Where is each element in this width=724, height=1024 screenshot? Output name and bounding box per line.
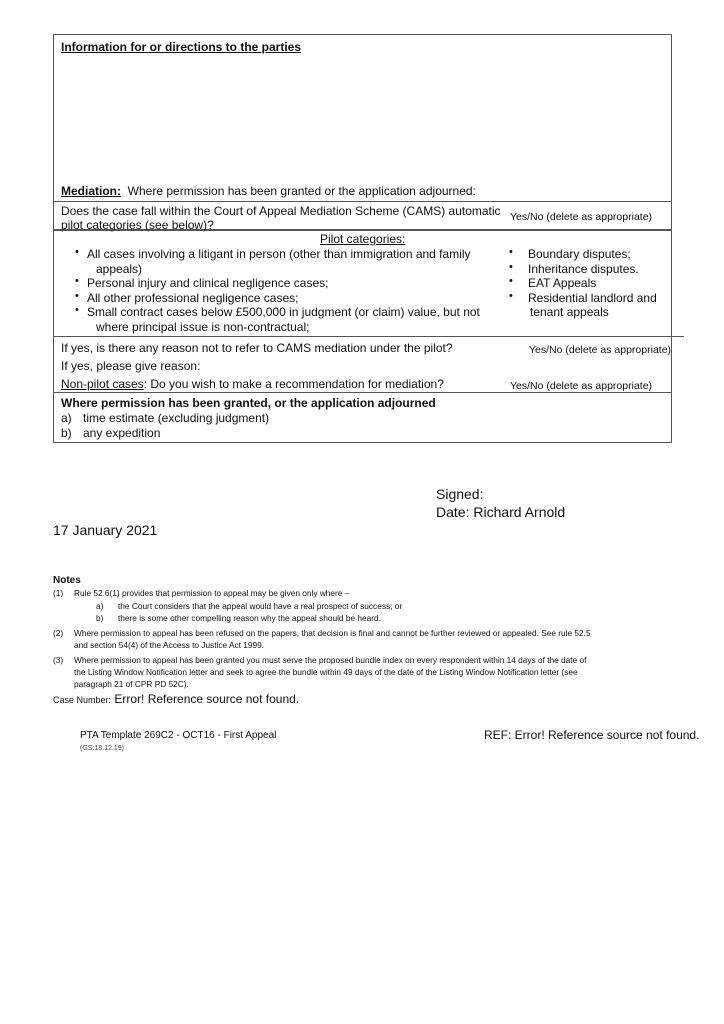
divider [672,336,684,337]
cams-question-line2: pilot categories (see below)? [61,218,214,232]
note-marker: b) [96,613,104,623]
case-number-value: Error! Reference source not found. [114,692,300,706]
pilot-right-item: EAT Appeals [528,276,597,290]
cams-questions-box [53,337,672,443]
non-pilot-answer: Yes/No (delete as appropriate) [510,380,653,392]
bullet-icon: • [509,246,513,258]
pilot-right-item: Inheritance disputes. [528,262,639,276]
notes-heading: Notes [53,575,81,586]
mediation-text: Where permission has been granted or the application adjourned: [127,184,476,198]
non-pilot-question [61,377,444,391]
case-number-label: Case Number: [53,695,112,705]
pilot-right-item: tenant appeals [530,305,609,319]
permission-item: time estimate (excluding judgment) [83,411,270,425]
template-code: (GS:18.12.19) [80,745,124,752]
pilot-left-item: All other professional negligence cases; [87,291,299,305]
cams-question-line1: Does the case fall within the Court of Appeal Mediation Scheme (CAMS) automatic [61,204,501,218]
bullet-icon: • [75,246,79,258]
reference: REF: Error! Reference source not found. [484,728,700,742]
note-marker: (1) [53,588,64,598]
note-text: the Court considers that the appeal would have a real prospect of success; or [118,601,403,611]
bullet-icon: • [509,275,513,287]
note-marker: (2) [53,628,64,638]
pilot-right-item: Residential landlord and [528,291,657,305]
note-text: Where permission to appeal has been refused on the papers, that decision is final and cannot be further reviewed or appealed. See rule 52.5 [74,628,591,638]
note-text: Where permission to appeal has been granted you must serve the proposed bundle index on every respondent within 14 days of the date of [74,655,587,665]
pilot-categories-box [53,230,672,337]
bullet-icon: • [75,304,79,316]
note-text: paragraph 21 of CPR PD 52C). [74,679,189,689]
divider [54,392,671,393]
note-text: the Listing Window Notification letter and seek to agree the bundle within 49 days of the date of the Listing Window Notification letter (see [74,667,578,677]
divider [54,201,671,202]
information-heading: Information for or directions to the parties [61,40,302,54]
mediation-line [61,184,476,198]
permission-item-marker: b) [61,426,72,440]
information-box [53,34,672,230]
note-marker: a) [96,601,104,611]
mediation-label: Mediation: [61,184,121,198]
cams-question-refer: If yes, is there any reason not to refer to CAMS mediation under the pilot? [61,341,453,355]
pilot-left-item: appeals) [96,262,143,276]
note-text: and section 54(4) of the Access to Justice Act 1999. [74,640,265,650]
pilot-left-item: where principal issue is non-contractual; [96,320,310,334]
permission-item: any expedition [83,426,161,440]
bullet-icon: • [509,261,513,273]
note-marker: (3) [53,655,64,665]
cams-answer-refer: Yes/No (delete as appropriate) [529,344,672,356]
cams-answer: Yes/No (delete as appropriate) [510,211,653,223]
bullet-icon: • [75,290,79,302]
template-name: PTA Template 269C2 - OCT16 - First Appeal [80,730,277,741]
signed-label: Signed: [436,486,484,502]
note-text: there is some other compelling reason why the appeal should be heard. [118,613,381,623]
bullet-icon: • [75,275,79,287]
non-pilot-text: : Do you wish to make a recommendation for mediation? [143,377,444,391]
pilot-right-item: Boundary disputes; [528,247,631,261]
pilot-heading: Pilot categories: [320,232,406,246]
date-line: Date: Richard Arnold [436,504,566,520]
document-date: 17 January 2021 [53,522,158,538]
pilot-left-item: Small contract cases below £500,000 in judgment (or claim) value, but not [87,305,480,319]
note-text: Rule 52.6(1) provides that permission to appeal may be given only where – [74,588,350,598]
pilot-left-item: All cases involving a litigant in person (other than immigration and family [87,247,471,261]
cams-reason: If yes, please give reason: [61,359,201,373]
bullet-icon: • [509,290,513,302]
permission-item-marker: a) [61,411,72,425]
non-pilot-label: Non-pilot cases [61,377,144,391]
pilot-left-item: Personal injury and clinical negligence cases; [87,276,329,290]
permission-heading: Where permission has been granted, or the application adjourned [61,396,436,410]
case-number [53,692,299,707]
